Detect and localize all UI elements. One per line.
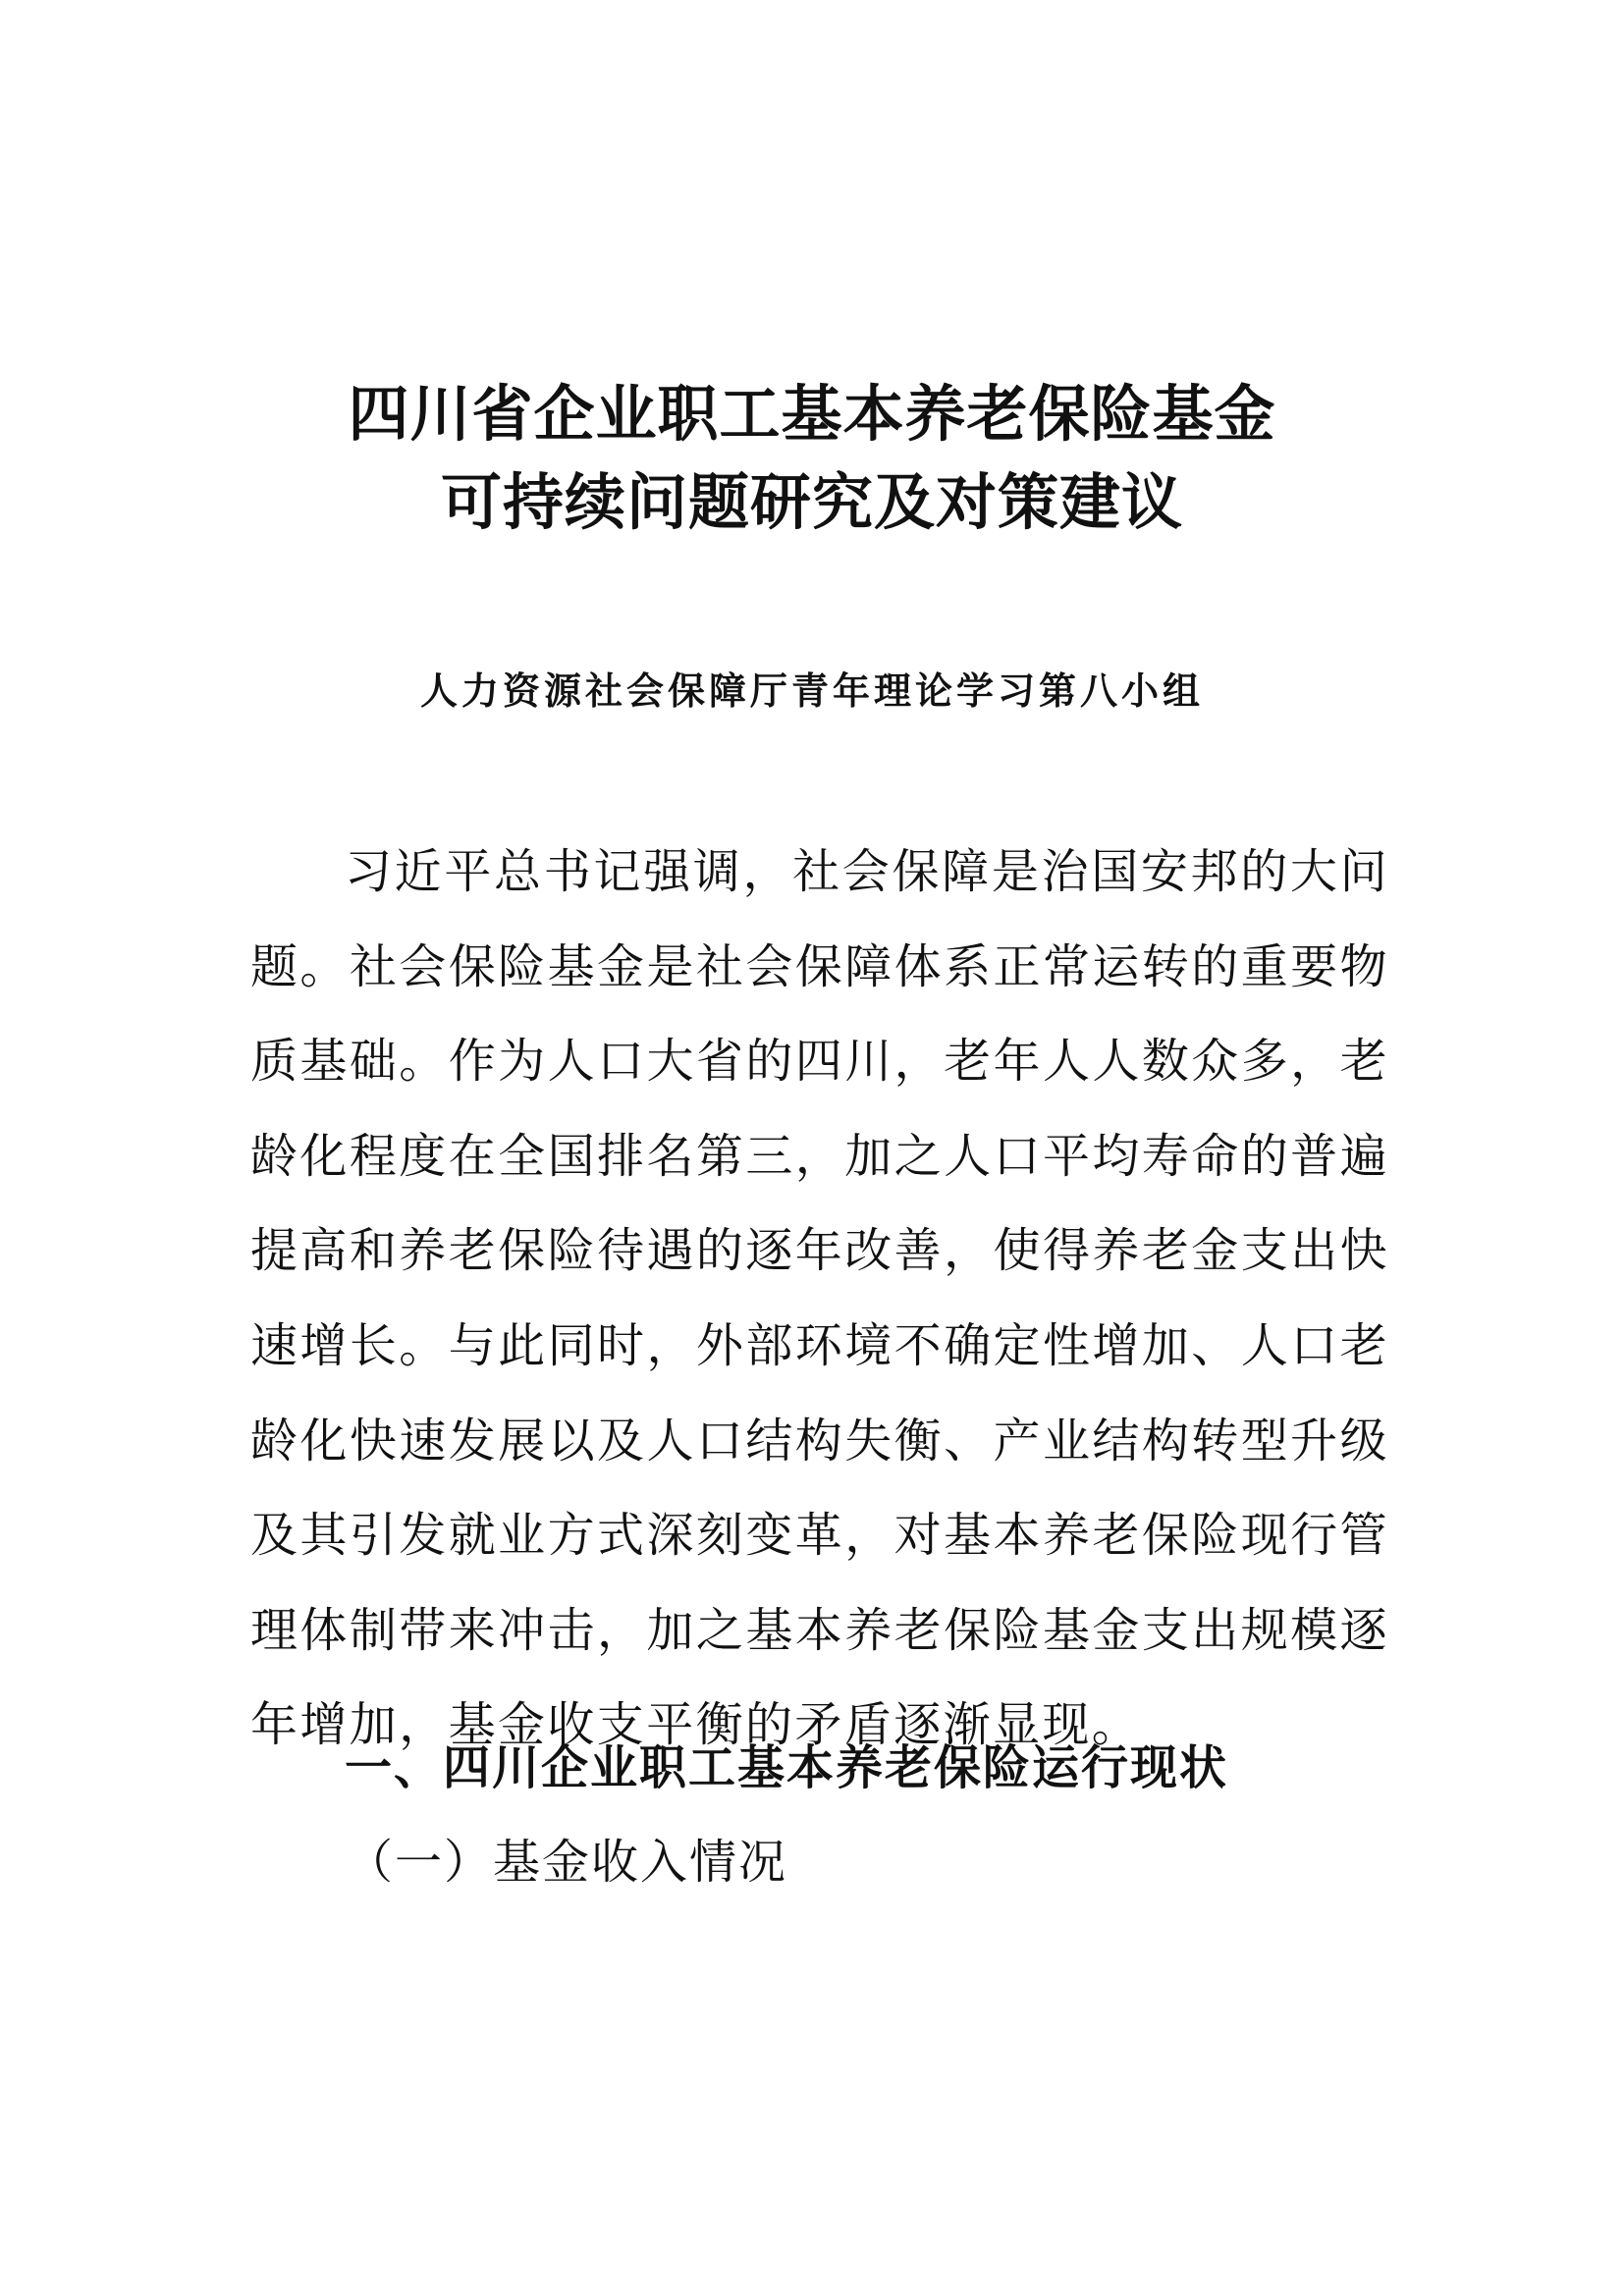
document-title-line-2: 可持续问题研究及对策建议 [440, 466, 1183, 538]
document-author: 人力资源社会保障厅青年理论学习第八小组 [419, 669, 1204, 713]
intro-paragraph: 习近平总书记强调，社会保障是治国安邦的大问题。社会保险基金是社会保障体系正常运转的重要物质基础。作为人口大省的四川，老年人人数众多，老龄化程度在全国排名第三，加之人口平均寿命的普遍提高和养老保险待遇的逐年改善，使得养老金支出快速增长。与此同时，外部环境不确定性增加、人口老龄化快速发展以及人口结构失衡、产业结构转型升级及其引发就业方式深刻变革，对基本养老保险现行管理体制带来冲击，加之基本养老保险基金支出规模逐年增加，基金收支平衡的矛盾逐渐显现。 [250, 844, 1389, 1753]
section-heading: 一、四川企业职工基本养老保险运行现状 [345, 1740, 1229, 1795]
document-title-line-1: 四川省企业职工基本养老保险基金 [348, 378, 1276, 450]
subsection-heading: （一）基金收入情况 [346, 1835, 788, 1890]
